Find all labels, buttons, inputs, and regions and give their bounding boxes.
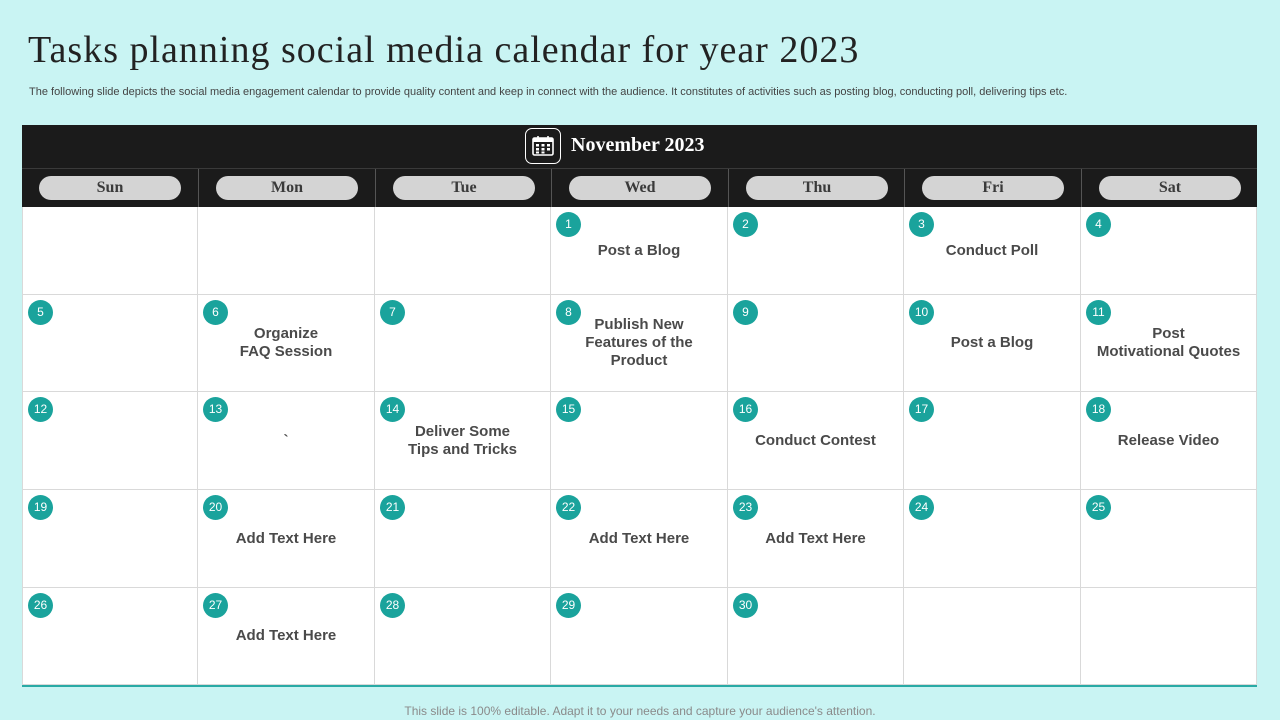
day-number-badge: 11: [1086, 300, 1111, 325]
day-cell[interactable]: [904, 207, 1081, 295]
day-number-badge: 28: [380, 593, 405, 618]
day-cell[interactable]: [198, 490, 375, 588]
weekday-label: Fri: [922, 176, 1064, 200]
day-number-badge: 15: [556, 397, 581, 422]
day-cell[interactable]: [551, 295, 728, 392]
day-number-badge: 12: [28, 397, 53, 422]
day-event-text: Conduct Poll: [945, 241, 1039, 259]
day-event-text: Deliver Some Tips and Tricks: [408, 422, 517, 458]
day-event-text: Post a Blog: [950, 334, 1034, 351]
day-cell[interactable]: [1081, 490, 1257, 588]
day-number-badge: 20: [203, 495, 228, 520]
footer-note: This slide is 100% editable. Adapt it to your needs and capture your audience's attention.: [404, 704, 876, 718]
page-subtitle: The following slide depicts the social media engagement calendar to provide quality content and keep in connect with the audience. It constitutes of activities such as posting blog, conducting poll, delivering tips etc.: [29, 86, 1068, 98]
weekday-label: Sat: [1099, 176, 1241, 200]
day-cell[interactable]: [375, 490, 551, 588]
day-number-badge: 4: [1086, 212, 1111, 237]
day-event-text: Post a Blog: [597, 241, 681, 259]
day-event-text: Organize FAQ Session: [239, 325, 333, 360]
calendar-icon: [525, 128, 561, 164]
weekday-wed: [551, 169, 728, 207]
day-cell[interactable]: [1081, 588, 1257, 685]
day-number-badge: 26: [28, 593, 53, 618]
day-event-text: Add Text Here: [235, 529, 337, 547]
day-number-badge: 23: [733, 495, 758, 520]
day-cell[interactable]: [1081, 207, 1257, 295]
month-label: November 2023: [571, 134, 705, 156]
day-cell[interactable]: [904, 588, 1081, 685]
day-cell[interactable]: [728, 392, 904, 490]
day-number-badge: 22: [556, 495, 581, 520]
day-cell[interactable]: [551, 207, 728, 295]
day-cell[interactable]: [904, 490, 1081, 588]
weekday-mon: [198, 169, 375, 207]
day-event-text: Add Text Here: [765, 529, 866, 547]
day-number-badge: 7: [380, 300, 405, 325]
day-cell[interactable]: [198, 207, 375, 295]
day-cell[interactable]: [728, 207, 904, 295]
day-event-text: Publish New Features of the Product: [585, 316, 693, 369]
day-event-text: `: [283, 431, 289, 449]
day-number-badge: 13: [203, 397, 228, 422]
day-number-badge: 2: [733, 212, 758, 237]
day-number-badge: 8: [556, 300, 581, 325]
day-event-text: Add Text Here: [235, 627, 337, 644]
day-cell[interactable]: [375, 207, 551, 295]
day-number-badge: 10: [909, 300, 934, 325]
day-event-text: Add Text Here: [588, 529, 690, 547]
day-cell[interactable]: [375, 295, 551, 392]
day-cell[interactable]: [551, 490, 728, 588]
day-cell[interactable]: [198, 588, 375, 685]
day-number-badge: 1: [556, 212, 581, 237]
day-number-badge: 14: [380, 397, 405, 422]
weekday-label: Sun: [39, 176, 181, 200]
day-number-badge: 6: [203, 300, 228, 325]
day-cell[interactable]: [904, 295, 1081, 392]
weekday-label: Wed: [569, 176, 711, 200]
day-cell[interactable]: [22, 392, 198, 490]
weekday-label: Thu: [746, 176, 888, 200]
day-cell[interactable]: [904, 392, 1081, 490]
day-cell[interactable]: [728, 588, 904, 685]
day-cell[interactable]: [22, 588, 198, 685]
day-cell[interactable]: [551, 392, 728, 490]
day-cell[interactable]: [375, 588, 551, 685]
day-number-badge: 27: [203, 593, 228, 618]
day-number-badge: 24: [909, 495, 934, 520]
day-number-badge: 19: [28, 495, 53, 520]
day-number-badge: 16: [733, 397, 758, 422]
day-cell[interactable]: [22, 295, 198, 392]
page-title: Tasks planning social media calendar for year 2023: [28, 29, 860, 71]
weekday-tue: [375, 169, 551, 207]
day-cell[interactable]: [198, 392, 375, 490]
calendar: [22, 125, 1257, 687]
day-number-badge: 9: [733, 300, 758, 325]
weekday-fri: [904, 169, 1081, 207]
day-cell[interactable]: [728, 490, 904, 588]
day-number-badge: 18: [1086, 397, 1111, 422]
weekday-label: Mon: [216, 176, 358, 200]
day-number-badge: 3: [909, 212, 934, 237]
day-cell[interactable]: [375, 392, 551, 490]
day-event-text: Release Video: [1117, 431, 1220, 449]
weekday-header-row: [22, 168, 1257, 207]
weekday-sat: [1081, 169, 1257, 207]
day-cell[interactable]: [1081, 392, 1257, 490]
day-number-badge: 5: [28, 300, 53, 325]
weekday-sun: [22, 169, 198, 207]
day-number-badge: 29: [556, 593, 581, 618]
day-cell[interactable]: [22, 490, 198, 588]
day-event-text: Post Motivational Quotes: [1096, 325, 1241, 360]
day-cell[interactable]: [728, 295, 904, 392]
day-cell[interactable]: [551, 588, 728, 685]
weekday-label: Tue: [393, 176, 535, 200]
day-event-text: Conduct Contest: [755, 431, 876, 449]
day-number-badge: 30: [733, 593, 758, 618]
day-cell[interactable]: [198, 295, 375, 392]
weekday-thu: [728, 169, 904, 207]
day-cell[interactable]: [22, 207, 198, 295]
day-number-badge: 21: [380, 495, 405, 520]
day-number-badge: 17: [909, 397, 934, 422]
day-number-badge: 25: [1086, 495, 1111, 520]
calendar-header: [22, 125, 1257, 168]
day-cell[interactable]: [1081, 295, 1257, 392]
